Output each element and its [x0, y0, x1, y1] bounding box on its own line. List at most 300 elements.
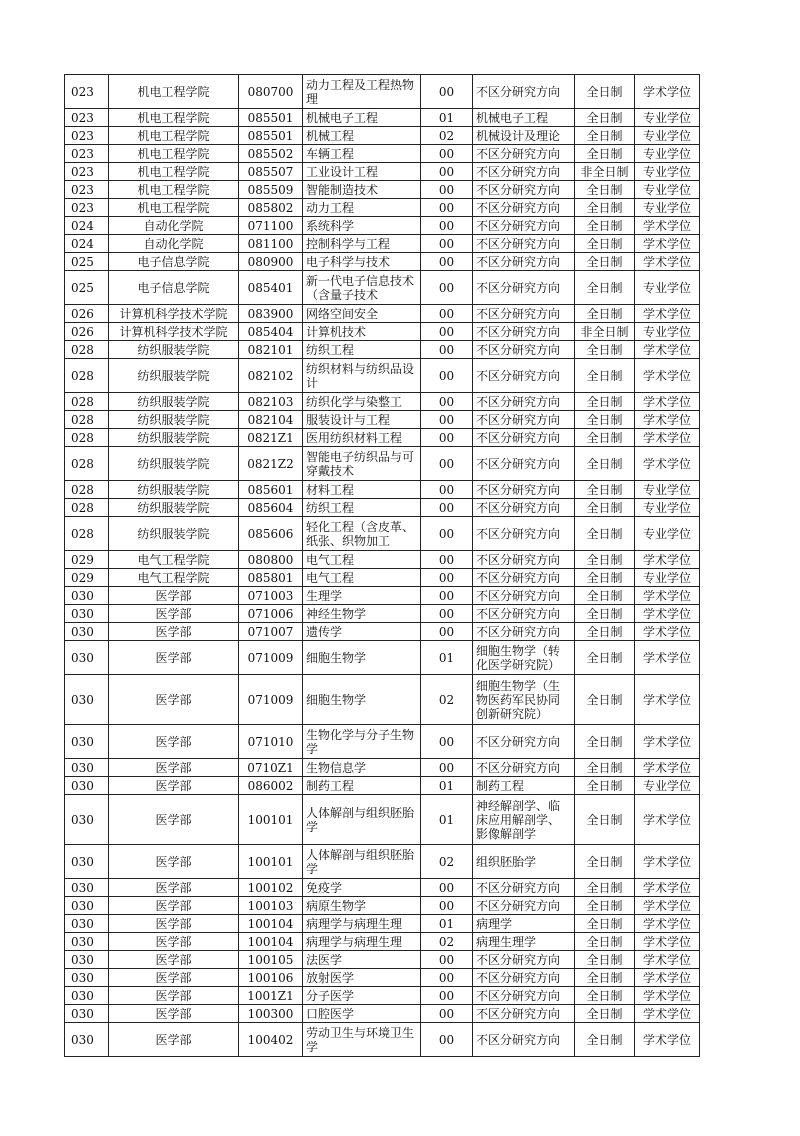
- cell-college-code: 028: [65, 359, 109, 393]
- cell-college-name: 电气工程学院: [109, 551, 239, 569]
- cell-direction-code: 00: [421, 145, 473, 163]
- cell-direction-code: 00: [421, 897, 473, 915]
- cell-major-name: 工业设计工程: [303, 163, 421, 181]
- cell-study-mode: 全日制: [575, 217, 635, 235]
- cell-college-name: 医学部: [109, 777, 239, 795]
- cell-study-mode: 全日制: [575, 393, 635, 411]
- cell-study-mode: 全日制: [575, 481, 635, 499]
- cell-study-mode: 全日制: [575, 341, 635, 359]
- cell-direction-name: 不区分研究方向: [473, 569, 575, 587]
- cell-major-name: 机械电子工程: [303, 109, 421, 127]
- cell-direction-code: 00: [421, 623, 473, 641]
- cell-college-name: 医学部: [109, 725, 239, 759]
- cell-college-code: 030: [65, 795, 109, 845]
- cell-major-name: 动力工程及工程热物理: [303, 75, 421, 109]
- cell-direction-name: 不区分研究方向: [473, 75, 575, 109]
- cell-direction-code: 00: [421, 305, 473, 323]
- cell-degree-type: 专业学位: [635, 323, 700, 341]
- cell-major-code: 071010: [239, 725, 303, 759]
- cell-major-code: 071006: [239, 605, 303, 623]
- cell-direction-name: 神经解剖学、临床应用解剖学、影像解剖学: [473, 795, 575, 845]
- cell-degree-type: 学术学位: [635, 605, 700, 623]
- cell-major-code: 100101: [239, 795, 303, 845]
- cell-college-code: 030: [65, 879, 109, 897]
- cell-direction-name: 细胞生物学（生物医药军民协同创新研究院）: [473, 675, 575, 725]
- cell-study-mode: 全日制: [575, 145, 635, 163]
- cell-degree-type: 学术学位: [635, 795, 700, 845]
- cell-major-code: 085604: [239, 499, 303, 517]
- table-row: [65, 879, 700, 897]
- cell-direction-code: 00: [421, 341, 473, 359]
- cell-degree-type: 学术学位: [635, 75, 700, 109]
- table-row: [65, 933, 700, 951]
- table-row: [65, 759, 700, 777]
- cell-major-name: 电气工程: [303, 569, 421, 587]
- cell-degree-type: 专业学位: [635, 163, 700, 181]
- cell-direction-name: 不区分研究方向: [473, 393, 575, 411]
- cell-degree-type: 学术学位: [635, 253, 700, 271]
- cell-college-name: 机电工程学院: [109, 163, 239, 181]
- cell-study-mode: 全日制: [575, 777, 635, 795]
- cell-direction-name: 不区分研究方向: [473, 1005, 575, 1023]
- table-row: [65, 499, 700, 517]
- cell-major-name: 生理学: [303, 587, 421, 605]
- cell-study-mode: 全日制: [575, 359, 635, 393]
- cell-direction-code: 00: [421, 587, 473, 605]
- cell-study-mode: 全日制: [575, 795, 635, 845]
- cell-college-code: 030: [65, 933, 109, 951]
- cell-direction-code: 00: [421, 969, 473, 987]
- cell-college-code: 030: [65, 1023, 109, 1057]
- cell-direction-name: 不区分研究方向: [473, 323, 575, 341]
- cell-degree-type: 学术学位: [635, 641, 700, 675]
- cell-college-name: 医学部: [109, 879, 239, 897]
- cell-direction-code: 00: [421, 987, 473, 1005]
- cell-direction-name: 不区分研究方向: [473, 481, 575, 499]
- cell-direction-name: 不区分研究方向: [473, 181, 575, 199]
- cell-direction-name: 机械电子工程: [473, 109, 575, 127]
- cell-college-name: 医学部: [109, 1005, 239, 1023]
- cell-college-code: 030: [65, 915, 109, 933]
- cell-direction-name: 不区分研究方向: [473, 623, 575, 641]
- cell-direction-name: 不区分研究方向: [473, 987, 575, 1005]
- table-row: [65, 641, 700, 675]
- cell-study-mode: 全日制: [575, 517, 635, 551]
- cell-college-name: 纺织服装学院: [109, 341, 239, 359]
- cell-college-code: 028: [65, 499, 109, 517]
- cell-study-mode: 全日制: [575, 411, 635, 429]
- cell-major-code: 100103: [239, 897, 303, 915]
- cell-college-name: 医学部: [109, 759, 239, 777]
- cell-direction-name: 不区分研究方向: [473, 447, 575, 481]
- cell-college-code: 029: [65, 569, 109, 587]
- table-row: [65, 145, 700, 163]
- table-row: [65, 235, 700, 253]
- cell-study-mode: 全日制: [575, 1005, 635, 1023]
- cell-degree-type: 学术学位: [635, 305, 700, 323]
- cell-direction-name: 不区分研究方向: [473, 499, 575, 517]
- cell-major-code: 085507: [239, 163, 303, 181]
- cell-direction-code: 00: [421, 411, 473, 429]
- cell-direction-name: 不区分研究方向: [473, 411, 575, 429]
- cell-degree-type: 学术学位: [635, 725, 700, 759]
- cell-study-mode: 全日制: [575, 605, 635, 623]
- table-row: [65, 127, 700, 145]
- cell-direction-code: 00: [421, 217, 473, 235]
- cell-college-code: 030: [65, 777, 109, 795]
- cell-direction-code: 00: [421, 517, 473, 551]
- cell-study-mode: 全日制: [575, 271, 635, 305]
- cell-study-mode: 全日制: [575, 897, 635, 915]
- cell-major-code: 100101: [239, 845, 303, 879]
- cell-college-name: 机电工程学院: [109, 109, 239, 127]
- table-row: [65, 1005, 700, 1023]
- table-row: [65, 897, 700, 915]
- cell-college-name: 纺织服装学院: [109, 499, 239, 517]
- cell-college-code: 024: [65, 235, 109, 253]
- cell-major-name: 网络空间安全: [303, 305, 421, 323]
- table-row: [65, 323, 700, 341]
- cell-college-code: 030: [65, 623, 109, 641]
- cell-college-name: 纺织服装学院: [109, 481, 239, 499]
- cell-major-name: 生物信息学: [303, 759, 421, 777]
- cell-major-name: 法医学: [303, 951, 421, 969]
- cell-college-name: 医学部: [109, 605, 239, 623]
- cell-college-name: 机电工程学院: [109, 127, 239, 145]
- cell-college-name: 医学部: [109, 987, 239, 1005]
- table-row: [65, 253, 700, 271]
- cell-college-name: 计算机科学技术学院: [109, 323, 239, 341]
- cell-degree-type: 学术学位: [635, 951, 700, 969]
- cell-direction-name: 不区分研究方向: [473, 517, 575, 551]
- cell-college-name: 医学部: [109, 897, 239, 915]
- cell-major-name: 系统科学: [303, 217, 421, 235]
- cell-college-name: 计算机科学技术学院: [109, 305, 239, 323]
- table-row: [65, 341, 700, 359]
- cell-study-mode: 全日制: [575, 915, 635, 933]
- cell-direction-code: 01: [421, 915, 473, 933]
- cell-direction-code: 00: [421, 725, 473, 759]
- table-row: [65, 411, 700, 429]
- cell-college-name: 医学部: [109, 623, 239, 641]
- cell-major-code: 100106: [239, 969, 303, 987]
- cell-direction-code: 00: [421, 253, 473, 271]
- cell-degree-type: 专业学位: [635, 271, 700, 305]
- cell-direction-code: 00: [421, 359, 473, 393]
- table-row: [65, 551, 700, 569]
- cell-major-name: 轻化工程（含皮革、纸张、织物加工: [303, 517, 421, 551]
- cell-major-name: 劳动卫生与环境卫生学: [303, 1023, 421, 1057]
- cell-major-code: 082101: [239, 341, 303, 359]
- cell-direction-name: 不区分研究方向: [473, 587, 575, 605]
- cell-degree-type: 学术学位: [635, 675, 700, 725]
- cell-direction-name: 制药工程: [473, 777, 575, 795]
- cell-degree-type: 学术学位: [635, 429, 700, 447]
- cell-direction-name: 不区分研究方向: [473, 145, 575, 163]
- cell-college-code: 023: [65, 127, 109, 145]
- cell-college-name: 纺织服装学院: [109, 429, 239, 447]
- cell-direction-code: 02: [421, 127, 473, 145]
- cell-major-name: 计算机技术: [303, 323, 421, 341]
- cell-college-code: 026: [65, 323, 109, 341]
- cell-study-mode: 全日制: [575, 845, 635, 879]
- cell-direction-name: 不区分研究方向: [473, 759, 575, 777]
- cell-direction-name: 不区分研究方向: [473, 235, 575, 253]
- cell-direction-code: 00: [421, 605, 473, 623]
- cell-major-name: 纺织工程: [303, 341, 421, 359]
- table-row: [65, 675, 700, 725]
- cell-degree-type: 学术学位: [635, 551, 700, 569]
- table-row: [65, 987, 700, 1005]
- cell-college-name: 医学部: [109, 915, 239, 933]
- cell-direction-name: 不区分研究方向: [473, 429, 575, 447]
- table-row: [65, 725, 700, 759]
- cell-study-mode: 全日制: [575, 305, 635, 323]
- cell-college-code: 028: [65, 341, 109, 359]
- table-body: [65, 75, 700, 1057]
- cell-college-code: 028: [65, 447, 109, 481]
- cell-degree-type: 学术学位: [635, 759, 700, 777]
- cell-major-code: 085601: [239, 481, 303, 499]
- cell-college-name: 医学部: [109, 969, 239, 987]
- cell-study-mode: 全日制: [575, 623, 635, 641]
- cell-major-code: 082104: [239, 411, 303, 429]
- cell-direction-code: 00: [421, 235, 473, 253]
- cell-college-name: 医学部: [109, 795, 239, 845]
- cell-college-name: 自动化学院: [109, 217, 239, 235]
- cell-direction-name: 不区分研究方向: [473, 217, 575, 235]
- cell-direction-code: 00: [421, 879, 473, 897]
- cell-major-name: 分子医学: [303, 987, 421, 1005]
- cell-direction-code: 01: [421, 777, 473, 795]
- cell-major-name: 人体解剖与组织胚胎学: [303, 845, 421, 879]
- cell-major-code: 081100: [239, 235, 303, 253]
- cell-college-code: 028: [65, 411, 109, 429]
- cell-major-code: 082102: [239, 359, 303, 393]
- cell-direction-name: 不区分研究方向: [473, 725, 575, 759]
- cell-college-name: 医学部: [109, 845, 239, 879]
- cell-major-code: 071009: [239, 675, 303, 725]
- cell-major-code: 100300: [239, 1005, 303, 1023]
- cell-direction-code: 02: [421, 933, 473, 951]
- cell-degree-type: 学术学位: [635, 1005, 700, 1023]
- cell-direction-code: 01: [421, 109, 473, 127]
- cell-major-name: 细胞生物学: [303, 675, 421, 725]
- cell-direction-name: 不区分研究方向: [473, 359, 575, 393]
- table-row: [65, 447, 700, 481]
- cell-major-code: 071003: [239, 587, 303, 605]
- cell-study-mode: 全日制: [575, 969, 635, 987]
- cell-major-code: 085502: [239, 145, 303, 163]
- cell-degree-type: 学术学位: [635, 217, 700, 235]
- cell-study-mode: 全日制: [575, 235, 635, 253]
- cell-degree-type: 专业学位: [635, 777, 700, 795]
- cell-major-code: 100104: [239, 933, 303, 951]
- cell-direction-code: 00: [421, 759, 473, 777]
- cell-college-code: 025: [65, 271, 109, 305]
- cell-direction-name: 机械设计及理论: [473, 127, 575, 145]
- cell-study-mode: 全日制: [575, 75, 635, 109]
- cell-major-code: 071007: [239, 623, 303, 641]
- cell-major-name: 电子科学与技术: [303, 253, 421, 271]
- cell-degree-type: 学术学位: [635, 897, 700, 915]
- cell-direction-code: 00: [421, 1023, 473, 1057]
- cell-study-mode: 全日制: [575, 987, 635, 1005]
- cell-direction-name: 不区分研究方向: [473, 271, 575, 305]
- cell-direction-code: 00: [421, 569, 473, 587]
- cell-college-code: 030: [65, 845, 109, 879]
- cell-major-code: 085509: [239, 181, 303, 199]
- cell-study-mode: 全日制: [575, 641, 635, 675]
- cell-study-mode: 全日制: [575, 675, 635, 725]
- table-row: [65, 199, 700, 217]
- cell-college-code: 026: [65, 305, 109, 323]
- cell-major-code: 071100: [239, 217, 303, 235]
- cell-direction-name: 不区分研究方向: [473, 341, 575, 359]
- table-row: [65, 605, 700, 623]
- cell-major-code: 086002: [239, 777, 303, 795]
- cell-major-code: 085801: [239, 569, 303, 587]
- cell-major-code: 100402: [239, 1023, 303, 1057]
- cell-major-name: 纺织材料与纺织品设计: [303, 359, 421, 393]
- cell-major-name: 控制科学与工程: [303, 235, 421, 253]
- cell-major-code: 0821Z2: [239, 447, 303, 481]
- cell-major-code: 085401: [239, 271, 303, 305]
- cell-direction-code: 01: [421, 795, 473, 845]
- cell-college-code: 030: [65, 587, 109, 605]
- table-row: [65, 163, 700, 181]
- cell-degree-type: 专业学位: [635, 127, 700, 145]
- cell-college-code: 025: [65, 253, 109, 271]
- cell-college-name: 医学部: [109, 587, 239, 605]
- cell-major-code: 080700: [239, 75, 303, 109]
- table-row: [65, 393, 700, 411]
- cell-study-mode: 全日制: [575, 951, 635, 969]
- cell-direction-name: 不区分研究方向: [473, 951, 575, 969]
- table-row: [65, 305, 700, 323]
- cell-direction-code: 00: [421, 181, 473, 199]
- cell-college-name: 自动化学院: [109, 235, 239, 253]
- cell-degree-type: 专业学位: [635, 109, 700, 127]
- cell-major-code: 0821Z1: [239, 429, 303, 447]
- cell-college-name: 机电工程学院: [109, 145, 239, 163]
- cell-direction-code: 01: [421, 641, 473, 675]
- cell-direction-name: 不区分研究方向: [473, 305, 575, 323]
- cell-direction-code: 00: [421, 499, 473, 517]
- cell-degree-type: 学术学位: [635, 341, 700, 359]
- cell-college-code: 030: [65, 605, 109, 623]
- cell-major-code: 085606: [239, 517, 303, 551]
- cell-major-name: 制药工程: [303, 777, 421, 795]
- cell-major-code: 083900: [239, 305, 303, 323]
- table-row: [65, 951, 700, 969]
- cell-major-code: 100102: [239, 879, 303, 897]
- cell-college-code: 030: [65, 987, 109, 1005]
- cell-college-name: 医学部: [109, 1023, 239, 1057]
- cell-college-code: 030: [65, 951, 109, 969]
- cell-college-code: 030: [65, 725, 109, 759]
- cell-direction-code: 00: [421, 951, 473, 969]
- cell-study-mode: 全日制: [575, 109, 635, 127]
- table-row: [65, 217, 700, 235]
- cell-study-mode: 全日制: [575, 253, 635, 271]
- cell-degree-type: 学术学位: [635, 915, 700, 933]
- cell-direction-code: 00: [421, 551, 473, 569]
- cell-major-code: 085501: [239, 109, 303, 127]
- cell-study-mode: 全日制: [575, 429, 635, 447]
- cell-degree-type: 专业学位: [635, 517, 700, 551]
- table-row: [65, 569, 700, 587]
- cell-degree-type: 专业学位: [635, 569, 700, 587]
- table-row: [65, 75, 700, 109]
- cell-college-code: 028: [65, 481, 109, 499]
- cell-college-name: 机电工程学院: [109, 199, 239, 217]
- cell-college-code: 030: [65, 969, 109, 987]
- cell-direction-name: 不区分研究方向: [473, 253, 575, 271]
- cell-study-mode: 全日制: [575, 127, 635, 145]
- table-row: [65, 1023, 700, 1057]
- cell-direction-name: 不区分研究方向: [473, 551, 575, 569]
- cell-major-name: 纺织化学与染整工: [303, 393, 421, 411]
- cell-college-code: 030: [65, 641, 109, 675]
- cell-degree-type: 专业学位: [635, 199, 700, 217]
- cell-major-code: 080900: [239, 253, 303, 271]
- cell-college-code: 023: [65, 181, 109, 199]
- cell-college-name: 医学部: [109, 641, 239, 675]
- cell-major-name: 病原生物学: [303, 897, 421, 915]
- cell-college-name: 纺织服装学院: [109, 359, 239, 393]
- cell-direction-code: 00: [421, 75, 473, 109]
- cell-college-code: 023: [65, 145, 109, 163]
- cell-college-name: 电气工程学院: [109, 569, 239, 587]
- cell-study-mode: 全日制: [575, 879, 635, 897]
- cell-major-name: 智能制造技术: [303, 181, 421, 199]
- cell-study-mode: 全日制: [575, 569, 635, 587]
- table-row: [65, 429, 700, 447]
- cell-study-mode: 全日制: [575, 587, 635, 605]
- cell-college-code: 030: [65, 675, 109, 725]
- cell-major-name: 电气工程: [303, 551, 421, 569]
- enrollment-table: [64, 74, 700, 1057]
- cell-direction-code: 00: [421, 199, 473, 217]
- cell-direction-code: 00: [421, 429, 473, 447]
- cell-major-name: 生物化学与分子生物学: [303, 725, 421, 759]
- cell-degree-type: 专业学位: [635, 181, 700, 199]
- cell-college-name: 医学部: [109, 675, 239, 725]
- table-row: [65, 517, 700, 551]
- cell-direction-code: 00: [421, 393, 473, 411]
- cell-major-code: 0710Z1: [239, 759, 303, 777]
- cell-degree-type: 学术学位: [635, 1023, 700, 1057]
- cell-college-code: 023: [65, 199, 109, 217]
- cell-study-mode: 全日制: [575, 551, 635, 569]
- cell-major-name: 口腔医学: [303, 1005, 421, 1023]
- table-row: [65, 587, 700, 605]
- cell-direction-code: 02: [421, 845, 473, 879]
- cell-college-code: 023: [65, 163, 109, 181]
- cell-major-name: 人体解剖与组织胚胎学: [303, 795, 421, 845]
- cell-direction-name: 病理生理学: [473, 933, 575, 951]
- cell-study-mode: 全日制: [575, 933, 635, 951]
- cell-study-mode: 全日制: [575, 499, 635, 517]
- cell-direction-code: 00: [421, 271, 473, 305]
- cell-major-code: 082103: [239, 393, 303, 411]
- cell-direction-name: 细胞生物学（转化医学研究院）: [473, 641, 575, 675]
- table-row: [65, 623, 700, 641]
- cell-major-name: 细胞生物学: [303, 641, 421, 675]
- cell-major-code: 100105: [239, 951, 303, 969]
- cell-college-name: 医学部: [109, 951, 239, 969]
